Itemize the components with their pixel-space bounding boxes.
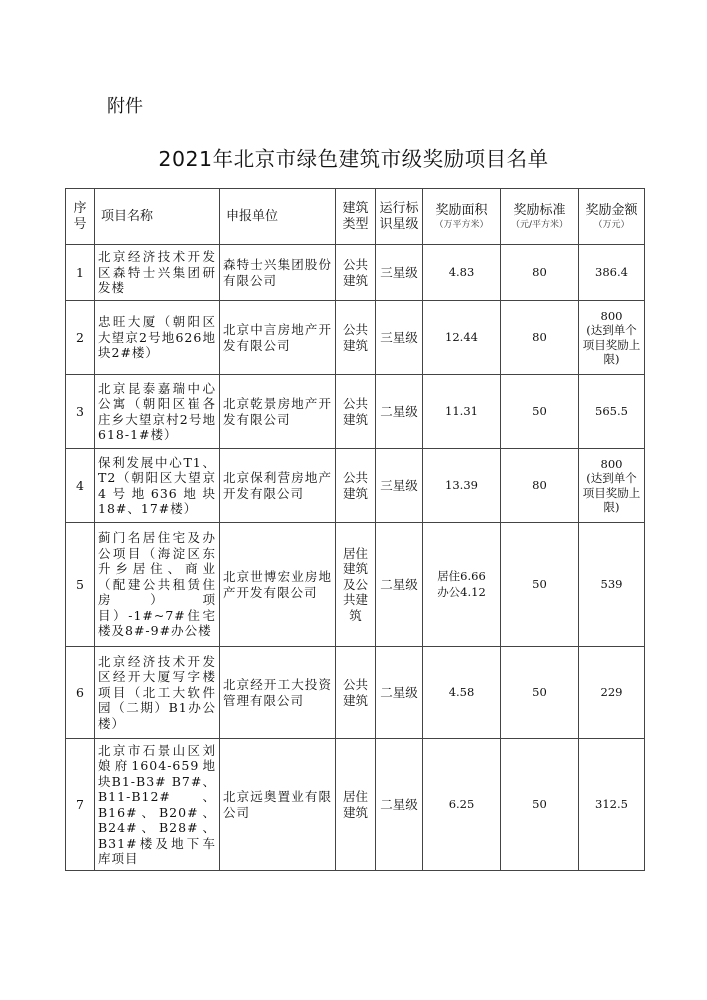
row-project-name: 北京昆泰嘉瑞中心公寓（朝阳区崔各庄乡大望京村2号地618-1#楼）: [95, 375, 220, 449]
header-area-unit: （万平方米）: [434, 219, 489, 230]
row-amount: [579, 301, 645, 375]
row-applicant: 北京世博宏业房地产开发有限公司: [220, 523, 336, 647]
row-rating: 三星级: [376, 449, 423, 523]
row-seq: 1: [66, 245, 95, 301]
row-project-name: 保利发展中心T1、T2（朝阳区大望京4号地636地块18#、17#楼）: [95, 449, 220, 523]
header-amount-label: 奖励金额: [585, 202, 638, 218]
row-applicant: 北京中言房地产开发有限公司: [220, 301, 336, 375]
row-standard: 80: [501, 301, 579, 375]
table-row: [66, 375, 645, 449]
row-amount: 539: [579, 523, 645, 647]
row-amount-note: (达到单个项目奖励上限): [582, 471, 641, 514]
table-row: [66, 301, 645, 375]
row-project-name: 忠旺大厦（朝阳区大望京2号地626地块2#楼）: [95, 301, 220, 375]
row-rating: 二星级: [376, 647, 423, 739]
row-project-name: 北京市石景山区刘娘府1604-659地块B1-B3# B7#、B11-B12#、B16#、B20#、B24#、B28#、B31#楼及地下车库项目: [95, 739, 220, 871]
row-rating: 三星级: [376, 301, 423, 375]
row-building-type: 公共建筑: [336, 449, 376, 523]
row-standard: 50: [501, 375, 579, 449]
row-applicant: 北京保利营房地产开发有限公司: [220, 449, 336, 523]
row-amount: 565.5: [579, 375, 645, 449]
row-amount-value: 800: [600, 456, 623, 471]
header-amount: [579, 189, 645, 245]
row-amount-value: 800: [600, 308, 623, 323]
header-rating: 运行标识星级: [376, 189, 423, 245]
table-row: [66, 647, 645, 739]
row-project-name: 北京经济技术开发区森特士兴集团研发楼: [95, 245, 220, 301]
row-building-type: 居住建筑及公共建筑: [336, 523, 376, 647]
row-standard: 50: [501, 739, 579, 871]
row-applicant: 森特士兴集团股份有限公司: [220, 245, 336, 301]
header-applicant: 申报单位: [220, 189, 336, 245]
row-area: 11.31: [423, 375, 501, 449]
row-seq: 2: [66, 301, 95, 375]
row-area-office: 办公4.12: [437, 584, 486, 599]
row-area: 12.44: [423, 301, 501, 375]
row-project-name: 蓟门名居住宅及办公项目（海淀区东升乡居住、商业（配建公共租赁住房）项目）-1#~7#住宅楼及8#-9#办公楼: [95, 523, 220, 647]
row-rating: 二星级: [376, 375, 423, 449]
row-standard: 80: [501, 245, 579, 301]
row-standard: 50: [501, 523, 579, 647]
attachment-label: 附件: [107, 96, 143, 117]
row-area: [423, 523, 501, 647]
table-row: [66, 245, 645, 301]
row-building-type: 公共建筑: [336, 301, 376, 375]
row-area: 13.39: [423, 449, 501, 523]
row-building-type: 居住建筑: [336, 739, 376, 871]
row-building-type: 公共建筑: [336, 375, 376, 449]
row-rating: 三星级: [376, 245, 423, 301]
row-rating: 二星级: [376, 523, 423, 647]
row-area: 4.58: [423, 647, 501, 739]
row-standard: 50: [501, 647, 579, 739]
row-seq: 4: [66, 449, 95, 523]
award-table: [65, 188, 645, 871]
header-amount-unit: （万元）: [593, 219, 630, 230]
row-amount: 229: [579, 647, 645, 739]
row-standard: 80: [501, 449, 579, 523]
row-amount: 312.5: [579, 739, 645, 871]
row-seq: 6: [66, 647, 95, 739]
row-area-residential: 居住6.66: [437, 569, 486, 583]
header-area-label: 奖励面积: [435, 202, 488, 218]
header-standard-unit: （元/平方米）: [510, 219, 569, 230]
row-applicant: 北京经开工大投资管理有限公司: [220, 647, 336, 739]
row-amount: [579, 449, 645, 523]
page-title: 2021年北京市绿色建筑市级奖励项目名单: [158, 147, 549, 171]
row-applicant: 北京远奥置业有限公司: [220, 739, 336, 871]
header-row: [66, 189, 645, 245]
row-seq: 5: [66, 523, 95, 647]
row-building-type: 公共建筑: [336, 245, 376, 301]
row-rating: 二星级: [376, 739, 423, 871]
header-type: 建筑类型: [336, 189, 376, 245]
table-row: [66, 523, 645, 647]
table-row: [66, 739, 645, 871]
row-amount: 386.4: [579, 245, 645, 301]
row-area: 4.83: [423, 245, 501, 301]
row-area: 6.25: [423, 739, 501, 871]
header-name: 项目名称: [95, 189, 220, 245]
row-project-name: 北京经济技术开发区经开大厦写字楼项目（北工大软件园（二期）B1办公楼）: [95, 647, 220, 739]
header-standard-label: 奖励标准: [513, 202, 566, 218]
row-seq: 3: [66, 375, 95, 449]
row-building-type: 公共建筑: [336, 647, 376, 739]
row-applicant: 北京乾景房地产开发有限公司: [220, 375, 336, 449]
table-row: [66, 449, 645, 523]
header-seq: 序号: [66, 189, 95, 245]
row-seq: 7: [66, 739, 95, 871]
header-standard: [501, 189, 579, 245]
header-area: [423, 189, 501, 245]
row-amount-note: (达到单个项目奖励上限): [582, 323, 641, 366]
